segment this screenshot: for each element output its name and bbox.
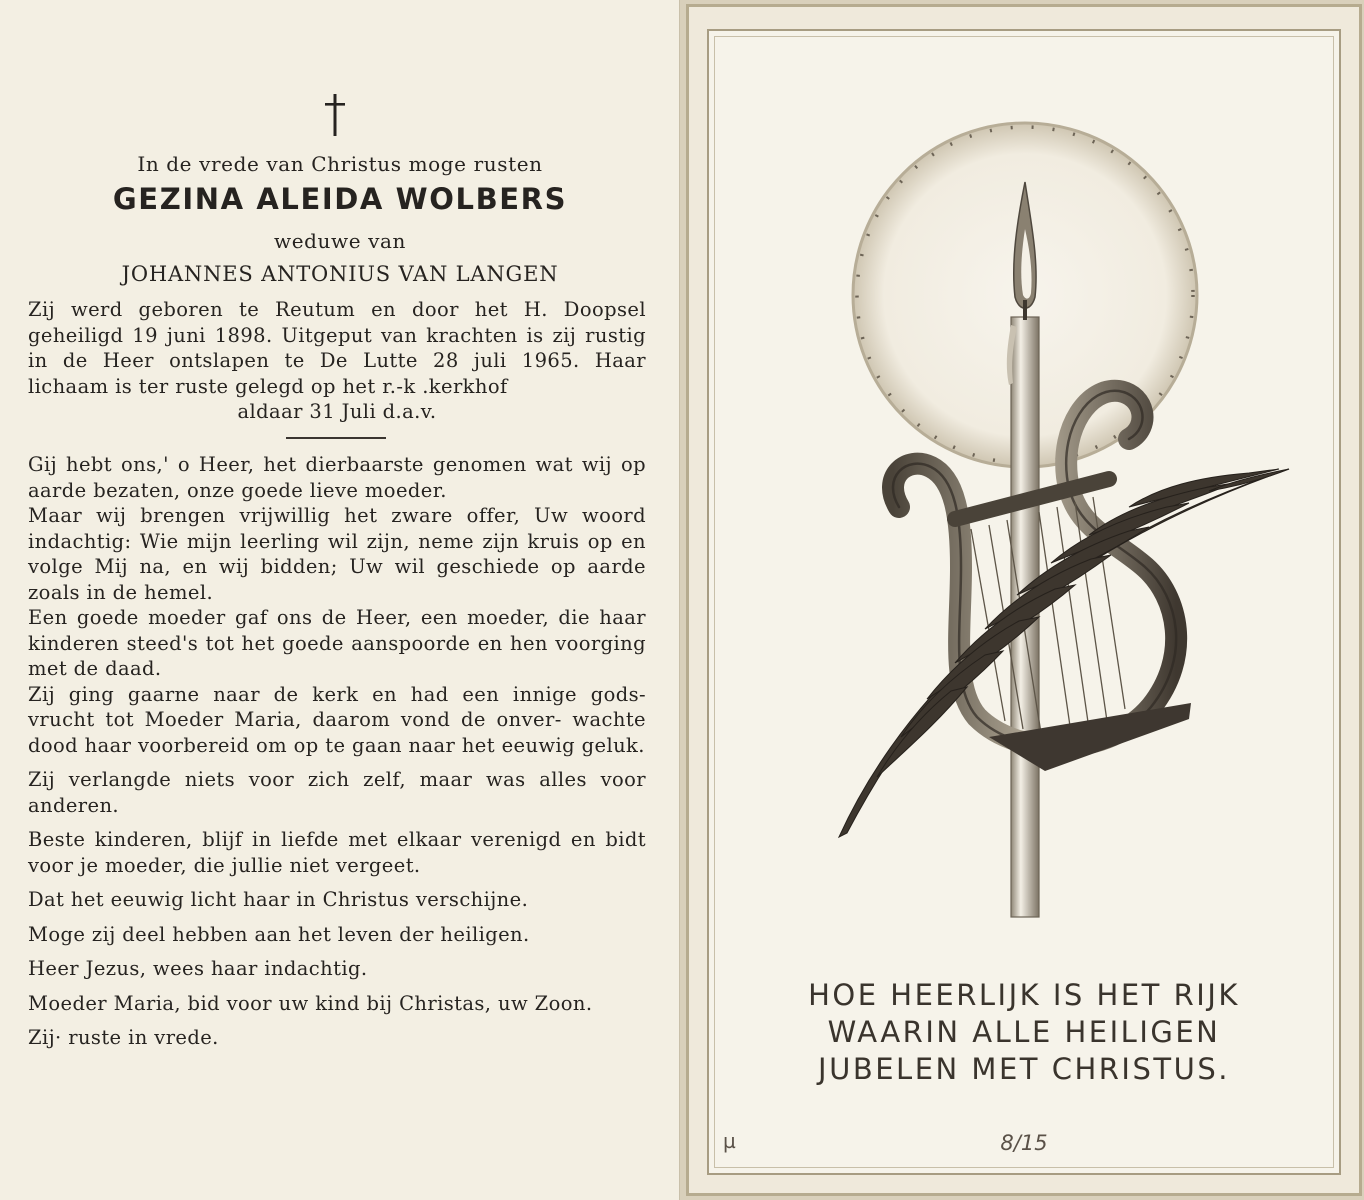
motto-line: JUBELEN MET CHRISTUS. <box>818 1052 1230 1086</box>
prayer-paragraph: Maar wij brengen vrijwillig het zware offer, Uw woord indachtig: Wie mijn leerling wil zijn, neme zijn kruis op en volge Mij na, en wij bidden; Uw wil geschiede op aarde zoals in de hemel. <box>28 504 646 604</box>
biography <box>28 297 646 425</box>
card-number: 8/15 <box>1000 1131 1048 1155</box>
prayer-paragraph: Zij verlangde niets voor zich zelf, maar was alles voor anderen. <box>28 768 646 817</box>
divider-line <box>286 437 386 439</box>
husband-name: JOHANNES ANTONIUS VAN LANGEN <box>121 262 559 286</box>
prayer-paragraph: Gij hebt ons,' o Heer, het dierbaarste genomen wat wij op aarde bezaten, onze goede lieve moeder. <box>28 453 646 502</box>
motto-line: WAARIN ALLE HEILIGEN <box>827 1015 1221 1049</box>
motto-text <box>689 977 1359 1088</box>
prayer-paragraph: Dat het eeuwig licht haar in Christus verschijne. <box>28 888 529 911</box>
candle-lyre-palm-illustration <box>689 7 1364 967</box>
memorial-text-page <box>0 0 680 1200</box>
prayer-paragraph: Beste kinderen, blijf in liefde met elkaar verenigd en bidt voor je moeder, die jullie niet vergeet. <box>28 828 646 877</box>
intro-line: In de vrede van Christus moge rusten <box>137 152 543 176</box>
palm-branch-icon <box>839 469 1289 837</box>
prayer-paragraph: Zij· ruste in vrede. <box>28 1026 219 1049</box>
biography-main: Zij werd geboren te Reutum en door het H. Doopsel geheiligd 19 juni 1898. Uitgeput van krachten is zij rustig in de Heer ontslapen te De Lutte 28 juli 1965. Haar lichaam is ter ruste gelegd op het r.-k .kerkhof <box>28 298 646 398</box>
prayer-text <box>28 452 646 1051</box>
prayer-paragraph: Moge zij deel hebben aan het leven der heiligen. <box>28 922 530 946</box>
memorial-image-page <box>686 4 1362 1196</box>
prayer-paragraph: Heer Jezus, wees haar indachtig. <box>28 957 368 980</box>
prayer-paragraph: Zij ging gaarne naar de kerk en had een innige gods- vrucht tot Moeder Maria, daarom vond de onver- wachte dood haar voorbereid om op te gaan naar het eeuwig geluk. <box>28 682 646 757</box>
deceased-name: GEZINA ALEIDA WOLBERS <box>112 182 568 216</box>
cross-icon <box>320 92 350 138</box>
prayer-paragraph: Moeder Maria, bid voor uw kind bij Christas, uw Zoon. <box>28 991 593 1015</box>
motto-line: HOE HEERLIJK IS HET RIJK <box>808 978 1240 1012</box>
artist-monogram: µ <box>723 1129 736 1153</box>
prayer-paragraph: Een goede moeder gaf ons de Heer, een moeder, die haar kinderen steed's tot het goede aanspoorde en hen voorging met de daad. <box>28 606 646 680</box>
widow-of-line: weduwe van <box>273 229 407 253</box>
biography-end: aldaar 31 Juli d.a.v. <box>237 400 437 423</box>
